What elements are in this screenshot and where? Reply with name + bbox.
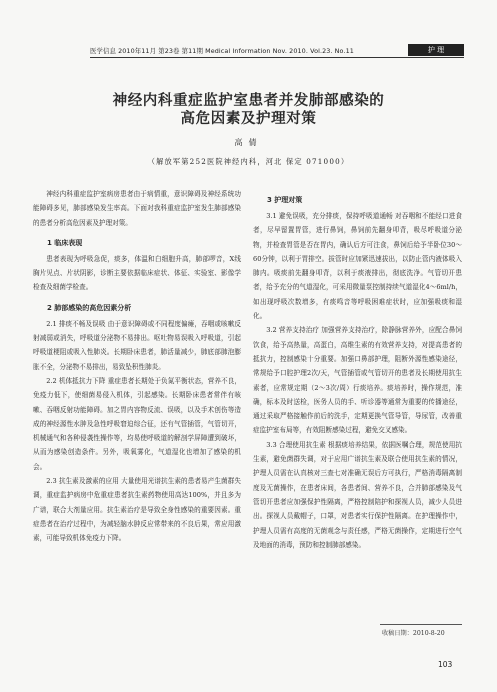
section-heading: 3 护理对策: [267, 196, 303, 204]
received-date: 收稿日期：2010-8-20: [382, 630, 445, 637]
section-tag: 护 理: [408, 44, 464, 56]
body-paragraph: 患者表现为呼吸急促，痰多，体温和白细胞升高，肺部啰音，X线胸片见点、片状阴影，诊断主要依据临床症状、体征、实验室、影像学检查及细菌学检查。: [33, 254, 241, 292]
body-paragraph: 3.3 合理使用抗生素 根据痰培养结果，依据医嘱合理，规范使用抗生素，避免菌群失调，对于应用广谱抗生素及联合使用抗生素的情况，护理人员需在认真核对三查七对准确无误后方可执行，严格消毒隔离制度及无菌操作，在患者床间，各患者间、营养不良，合并肺部感染及气管切开患者应加强保护性隔离，严格控制陪护和探视人员，减少人员进出。探视人员戴帽子，口罩，对患者实行保护性隔离。在护理操作中，护理人员需有高度的无菌观念与责任感，严格无菌操作，定期进行空气及地面的消毒，预防和控制肺部感染。: [253, 440, 462, 549]
body-paragraph: 2.1 排痰不畅及误吸 由于意识障碍或不同程度偏瘫，吞咽或咳嗽反射减弱或消失，呼吸道分泌物不易排出。呕吐物易误吸入呼吸道，引起呼吸道梗阻或吸入性肺炎。长期卧床患者，肺活量减少，肺底部肺泡膨胀不全，分泌物不易排出，易致坠积性肺炎。: [33, 319, 241, 371]
body-paragraph: 2.3 抗生素及激素的应用 大量使用光谱抗生素的患者易产生菌群失调，重症监护病房中危重症患者抗生素药物使用高达100%，并且多为广谱，联合大剂量应用。抗生素治疗是导致全身性感染的重要因素。重症患者在治疗过程中，为减轻脑水肿反应常带来的不良后果，常应用激素，可能导致机体免疫力下降。: [33, 477, 241, 543]
body-paragraph: 2.2 机体抵抗力下降 重症患者长期处于负氮平衡状态，营养不良，免疫力低下，使细菌易侵入机体，引起感染。长期卧床患者常伴有咳嗽、吞咽反射功能障碍。加之胃内容物反流、误吸，以及手术创伤等造成的神经源性水肿及急性呼吸窘迫综合征，还有气管插管，气管切开，机械通气和各种侵袭性操作等，均易使呼吸道的解剖学屏障遭到破坏，从而为感染创造条件。另外，吸氧雾化，气道湿化也增加了感染的机会。: [33, 376, 241, 471]
author-name: 高倩: [234, 138, 263, 147]
left-column: [33, 187, 241, 546]
section-heading: 1 临床表现: [47, 238, 83, 247]
running-header: [0, 46, 497, 60]
article-title-line1: 神经内科重症监护室患者并发肺部感染的: [112, 92, 385, 109]
author-affiliation: （解放军第252医院神经内科，河北 保定 071000）: [147, 157, 350, 166]
body-paragraph: 神经内科重症监护室病房患者由于病情重，意识障碍及神经系统功能障碍多见，肺部感染发生率高。下面对我科重症监护室发生肺部感染的患者分析高危因素及护理对策。: [33, 190, 241, 227]
end-rule: [380, 624, 462, 625]
body-paragraph: 3.1 避免误吸，充分排痰，保持呼吸道通畅 对吞咽和不能经口进食者，尽早留置胃管，进行鼻饲，鼻饲前先翻身叩背，吸尽呼吸道分泌物，并检查胃管是否在胃内，确认后方可注食，鼻饲后给予半卧位30～60分钟，以利于胃排空。拔管时应加紧迅速拔出，以防止管内液体吸入肺内。吸痰前先翻身叩背，以利于痰液排出，彻底洗净。气管切开患者，给予充分的气道湿化，可采用微量泵控制持续气道湿化4～6ml/h，如出现呼吸次数增多，有痰鸣音等呼吸困难症状时，应加强吸痰和湿化。: [253, 212, 462, 321]
running-head-text: 医学信息 2010年11月 第23卷 第11期 Medical Information Nov. 2010. Vol.23. No.11: [90, 47, 354, 55]
body-paragraph: 3.2 营养支持治疗 加强营养支持治疗，除静脉营养外，应配合鼻饲饮食，给予高热量，高蛋白，高维生素的有效营养支持，对提高患者的抵抗力，控制感染十分重要。加强口鼻部护理，阻断外源性感染途径，常规给予口腔护理2次/天，气管插管或气管切开的患者及长期使用抗生素者，应常规定期（2～3次/周）行痰培养。痰培养时，操作规范，准确，标本及时送检，医务人员的手、听诊器等通常为重要的传播途径，通过采取严格接触作前后的洗手，定期更换气管导管，导尿管，改善重症监护室布局等，有效阻断感染过程，避免交叉感染。: [253, 326, 462, 435]
page-number: 103: [438, 660, 453, 669]
right-column: [253, 187, 462, 552]
header-rule: [90, 57, 464, 58]
article-title-line2: 高危因素及护理对策: [180, 110, 317, 127]
section-heading: 2 肺部感染的高危因素分析: [47, 303, 132, 312]
